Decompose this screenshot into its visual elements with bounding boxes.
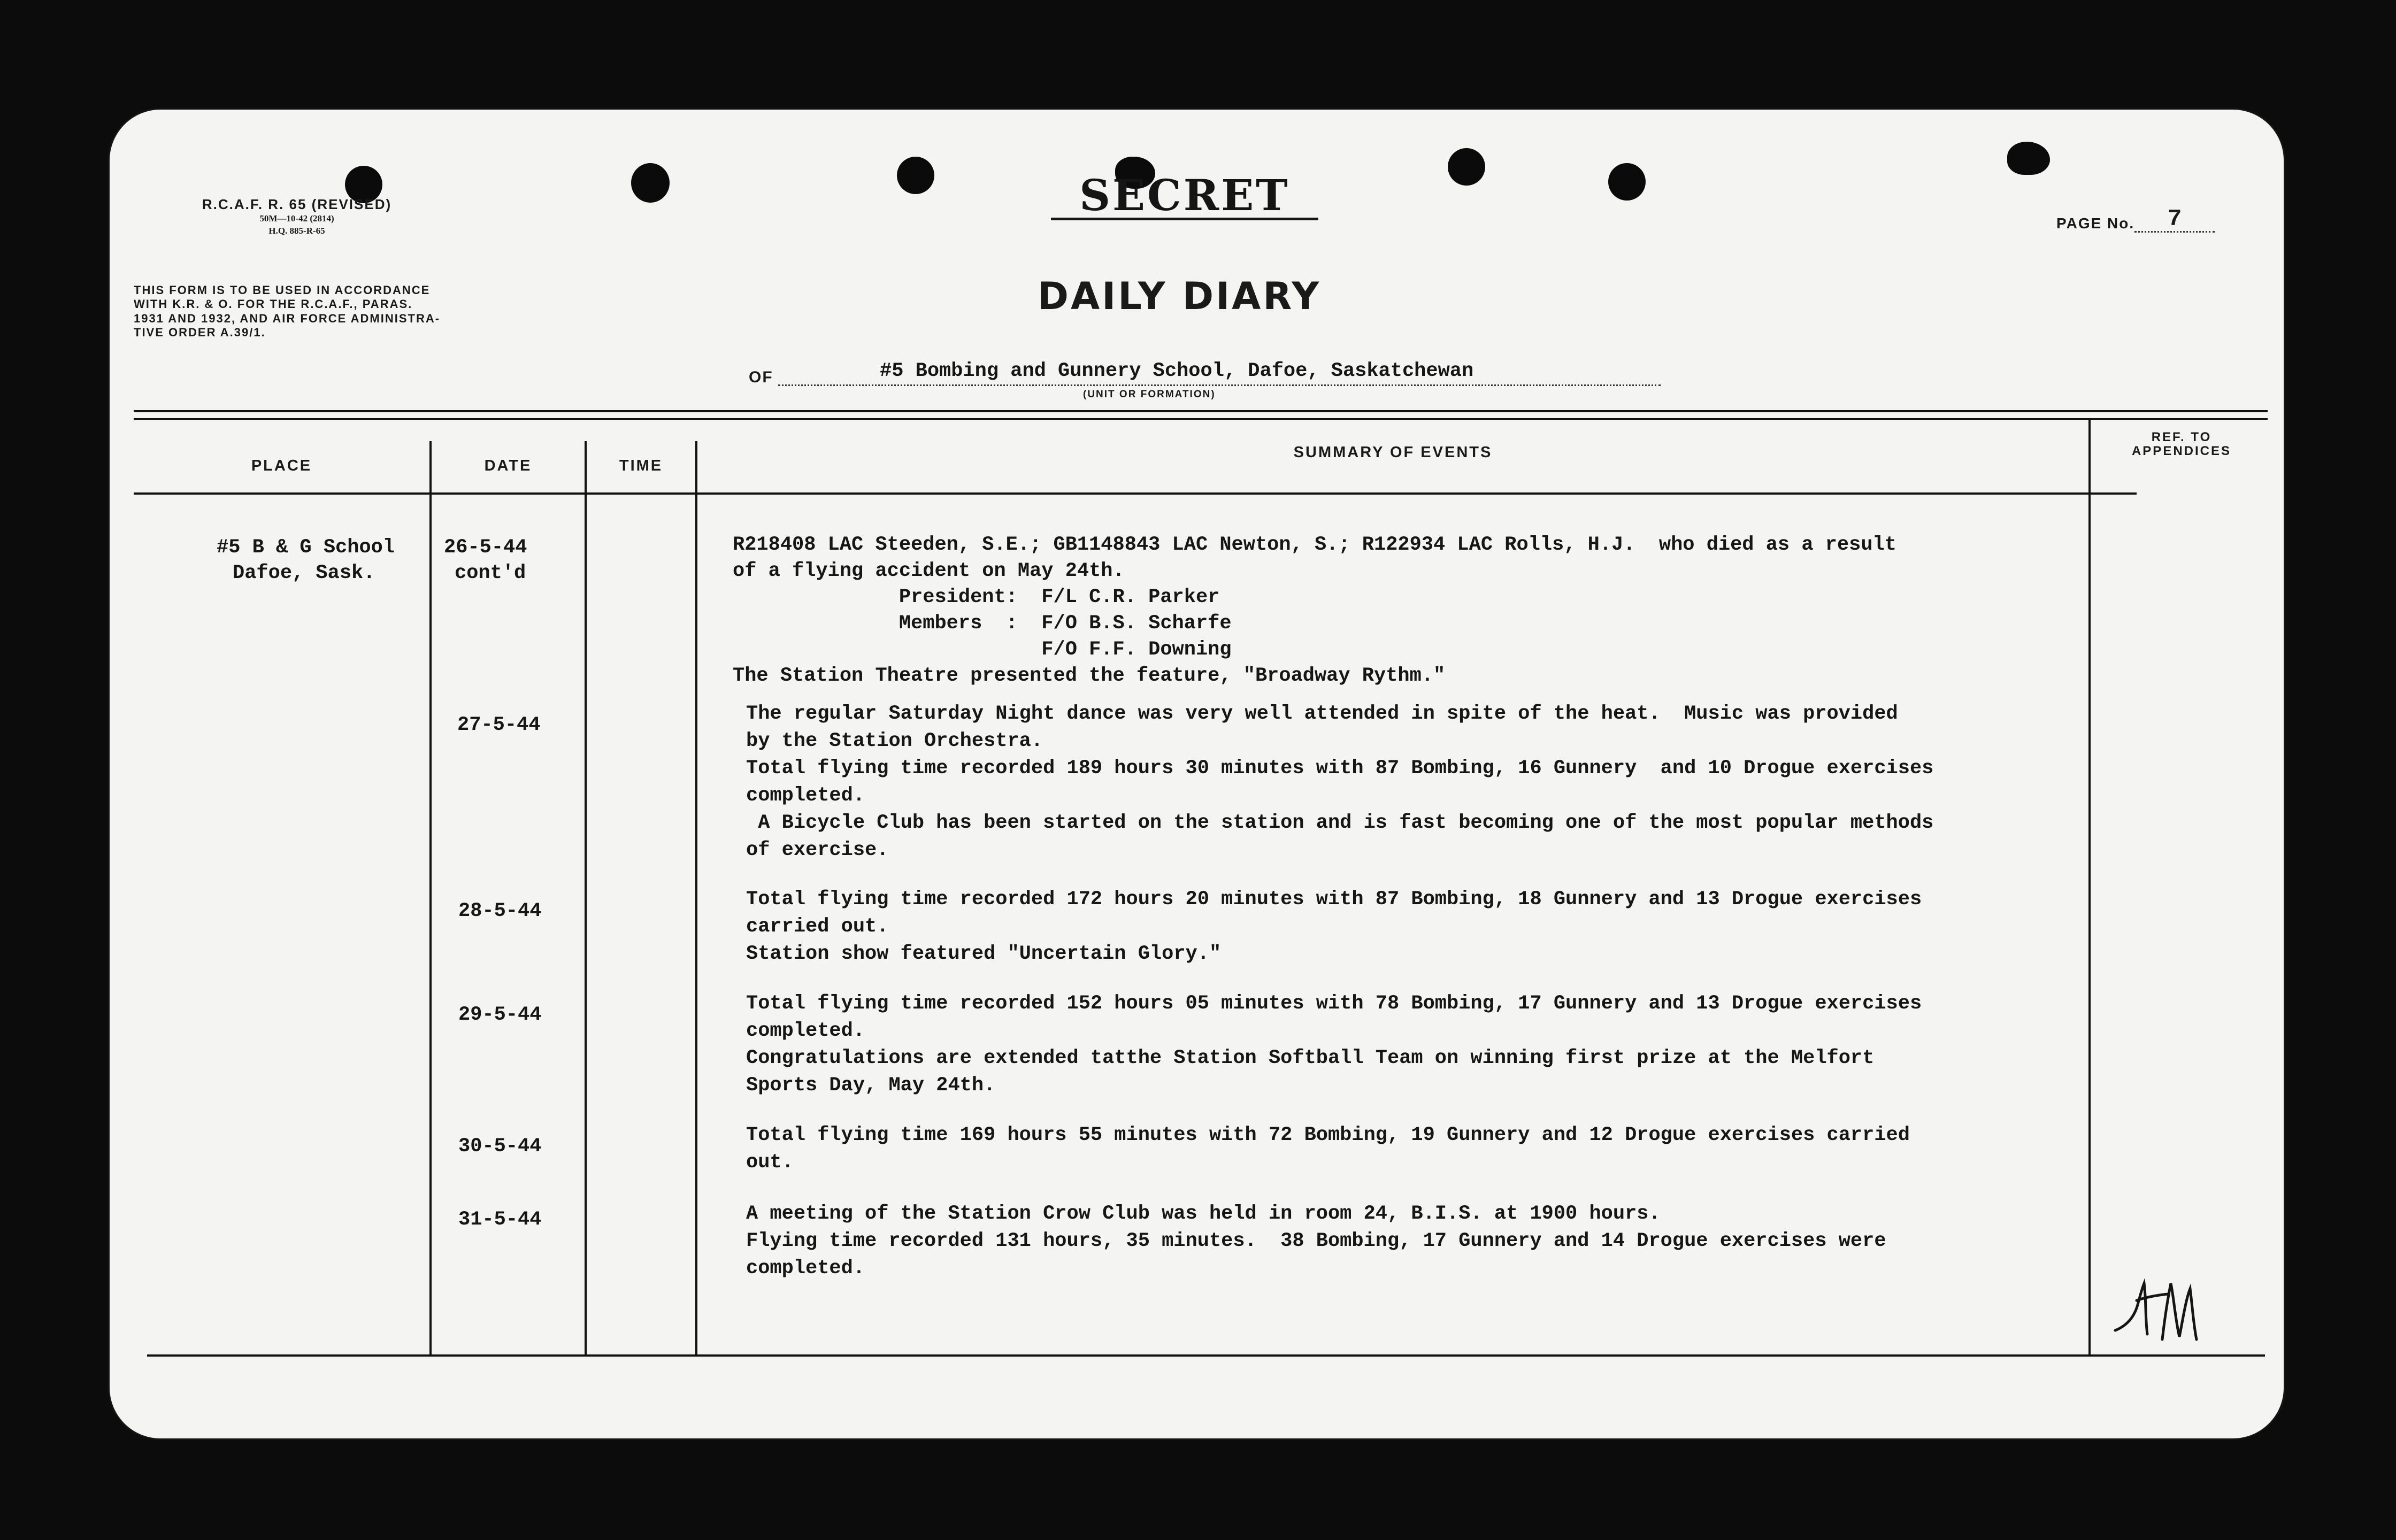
entry-date-note: cont'd bbox=[455, 562, 526, 584]
column-divider bbox=[2088, 420, 2091, 1354]
classification-stamp: SECRET bbox=[1051, 173, 1318, 220]
column-header-time: TIME bbox=[619, 457, 663, 474]
ref-line1: REF. TO bbox=[2151, 430, 2212, 444]
summary-line: of exercise. bbox=[746, 839, 889, 861]
diary-sheet bbox=[110, 110, 2284, 1438]
entry-summary bbox=[746, 886, 1922, 968]
unit-of-label: OF bbox=[749, 368, 773, 386]
summary-line: of a flying accident on May 24th. bbox=[733, 560, 1125, 582]
summary-line: out. bbox=[746, 1151, 794, 1174]
signature-text bbox=[2105, 1267, 2233, 1348]
summary-line: Total flying time recorded 152 hours 05 minutes with 78 Bombing, 17 Gunnery and 13 Drogue exercises bbox=[746, 992, 1922, 1015]
form-id-line2: 50M—10-42 (2814) bbox=[259, 213, 334, 224]
punch-hole bbox=[897, 157, 934, 194]
place-cell bbox=[217, 535, 395, 586]
entry-summary bbox=[733, 532, 1896, 689]
column-divider bbox=[429, 441, 432, 1354]
summary-line: President: F/L C.R. Parker bbox=[733, 586, 1220, 609]
summary-line: Members : F/O B.S. Scharfe bbox=[733, 612, 1232, 635]
page-number-label: PAGE No. bbox=[2056, 215, 2135, 232]
entry-date: 26-5-44 bbox=[444, 536, 527, 559]
summary-line: Total flying time recorded 189 hours 30 minutes with 87 Bombing, 16 Gunnery and 10 Drogue exercises bbox=[746, 757, 1934, 780]
entry-date: 31-5-44 bbox=[458, 1208, 542, 1231]
page-number-field bbox=[2056, 207, 2215, 233]
summary-line: The regular Saturday Night dance was very well attended in spite of the heat. Music was provided bbox=[746, 703, 1898, 725]
place-line2: Dafoe, Sask. bbox=[233, 562, 375, 584]
page-title: DAILY DIARY bbox=[1037, 274, 1322, 318]
header-top-rule-thin bbox=[134, 418, 2268, 420]
header-bottom-rule bbox=[134, 492, 2137, 495]
summary-line: Total flying time 169 hours 55 minutes with 72 Bombing, 19 Gunnery and 12 Drogue exercises carried bbox=[746, 1124, 1910, 1146]
summary-line: completed. bbox=[746, 784, 865, 807]
form-id-block bbox=[136, 196, 457, 237]
unit-caption: (UNIT OR FORMATION) bbox=[1083, 389, 1216, 400]
column-header-ref bbox=[2091, 430, 2272, 459]
column-header-place: PLACE bbox=[251, 457, 312, 474]
form-id-line3: H.Q. 885-R-65 bbox=[268, 226, 325, 236]
header-top-rule bbox=[134, 410, 2268, 412]
instruction-line: 1931 AND 1932, AND AIR FORCE ADMINISTRA- bbox=[134, 311, 441, 325]
form-instructions bbox=[134, 283, 562, 340]
entry-summary bbox=[746, 1200, 1886, 1282]
date-cell bbox=[444, 535, 527, 586]
summary-line: F/O F.F. Downing bbox=[733, 638, 1232, 661]
table-bottom-rule bbox=[147, 1354, 2265, 1357]
ref-line2: APPENDICES bbox=[2131, 444, 2232, 459]
column-divider bbox=[585, 441, 587, 1354]
column-header-date: DATE bbox=[484, 457, 532, 474]
unit-underline bbox=[778, 360, 1661, 386]
entry-summary bbox=[746, 700, 1933, 864]
entry-date: 30-5-44 bbox=[458, 1135, 542, 1158]
summary-line: A meeting of the Station Crow Club was held in room 24, B.I.S. at 1900 hours. bbox=[746, 1203, 1661, 1225]
summary-line: completed. bbox=[746, 1020, 865, 1042]
punch-hole bbox=[631, 163, 670, 203]
summary-line: Flying time recorded 131 hours, 35 minutes. 38 Bombing, 17 Gunnery and 14 Drogue exercises were bbox=[746, 1230, 1886, 1252]
punch-hole bbox=[1448, 148, 1485, 186]
summary-line: A Bicycle Club has been started on the station and is fast becoming one of the most popular methods bbox=[746, 812, 1934, 834]
instruction-line: WITH K.R. & O. FOR THE R.C.A.F., PARAS. bbox=[134, 297, 413, 311]
punch-hole bbox=[2007, 142, 2050, 175]
summary-line: R218408 LAC Steeden, S.E.; GB1148843 LAC Newton, S.; R122934 LAC Rolls, H.J. who died as a result bbox=[733, 534, 1896, 556]
entry-date: 27-5-44 bbox=[457, 714, 541, 736]
instruction-line: THIS FORM IS TO BE USED IN ACCORDANCE bbox=[134, 283, 431, 297]
column-divider bbox=[695, 441, 697, 1354]
column-header-summary: SUMMARY OF EVENTS bbox=[1293, 444, 1493, 461]
entry-date: 29-5-44 bbox=[458, 1004, 542, 1026]
summary-line: Station show featured "Uncertain Glory." bbox=[746, 943, 1222, 965]
entry-summary bbox=[746, 1122, 1910, 1176]
entry-date: 28-5-44 bbox=[458, 900, 542, 922]
summary-line: Congratulations are extended tatthe Station Softball Team on winning first prize at the Melfort bbox=[746, 1047, 1875, 1069]
form-id-line1: R.C.A.F. R. 65 (REVISED) bbox=[202, 196, 392, 212]
summary-line: Total flying time recorded 172 hours 20 minutes with 87 Bombing, 18 Gunnery and 13 Drogue exercises bbox=[746, 888, 1922, 911]
summary-line: by the Station Orchestra. bbox=[746, 730, 1043, 752]
instruction-line: TIVE ORDER A.39/1. bbox=[134, 326, 266, 340]
page-number-value: 7 bbox=[2134, 207, 2215, 233]
summary-line: Sports Day, May 24th. bbox=[746, 1074, 996, 1097]
unit-field bbox=[749, 368, 773, 387]
summary-line: completed. bbox=[746, 1257, 865, 1280]
punch-hole bbox=[1608, 163, 1646, 201]
entry-summary bbox=[746, 990, 1922, 1099]
summary-line: carried out. bbox=[746, 915, 889, 938]
place-line1: #5 B & G School bbox=[217, 536, 395, 559]
unit-name: #5 Bombing and Gunnery School, Dafoe, Saskatchewan bbox=[880, 360, 1474, 382]
summary-line: The Station Theatre presented the feature, "Broadway Rythm." bbox=[733, 665, 1446, 687]
